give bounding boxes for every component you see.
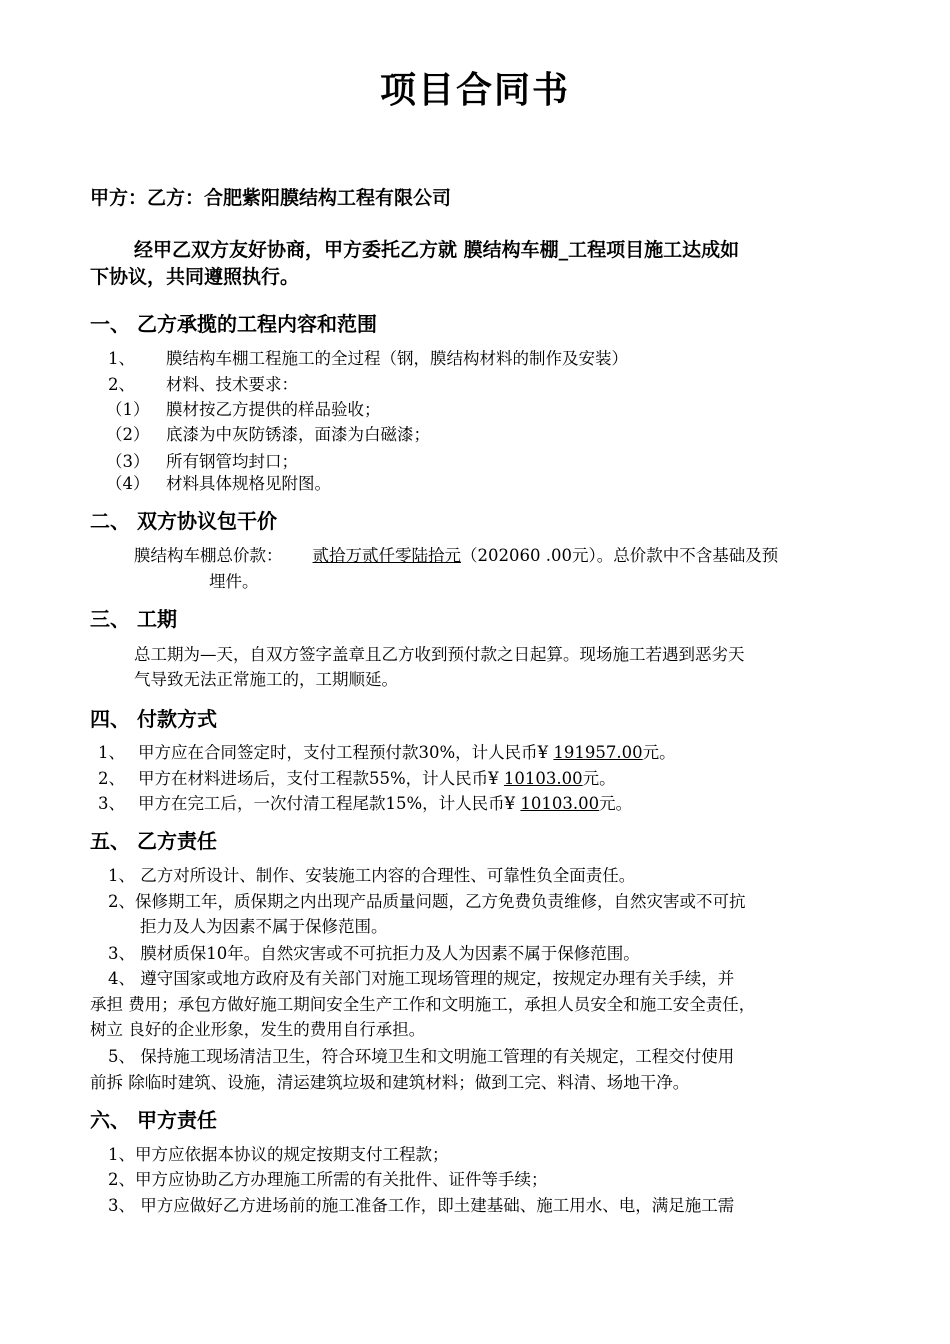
intro-line-2: 下协议，共同遵照执行。 — [90, 266, 300, 288]
intro-line-1: 经甲乙双方友好协商，甲方委托乙方就 膜结构车棚_工程项目施工达成如 — [134, 239, 740, 261]
s5-line-9: 前拆 除临时建筑、设施，清运建筑垃圾和建筑材料；做到工完、料清、场地干净。 — [90, 1073, 690, 1092]
s2-price-line — [134, 542, 778, 566]
s6-line-3: 3、 甲方应做好乙方进场前的施工准备工作，即土建基础、施工用水、电，满足施工需 — [108, 1196, 735, 1215]
s2-amount-words: 贰拾万贰仟零陆拾元 — [312, 546, 461, 565]
section-1-heading: 一、 乙方承揽的工程内容和范围 — [90, 312, 377, 336]
s3-line-2: 气导致无法正常施工的，工期顺延。 — [134, 670, 398, 689]
s4-item-3 — [138, 790, 632, 814]
s5-line-6: 承担 费用；承包方做好施工期间安全生产工作和文明施工，承担人员安全和施工安全责任， — [90, 995, 756, 1014]
s4-item-1-pre: 甲方应在合同签定时，支付工程预付款30%，计人民币¥ — [138, 743, 554, 762]
s4-item-1-amount: 191957.00 — [553, 743, 643, 762]
s1-item-1-num: 1、 — [108, 349, 135, 368]
s5-line-7: 树立 良好的企业形象，发生的费用自行承担。 — [90, 1020, 426, 1039]
s1-sub-4-num: （4） — [106, 474, 150, 493]
s4-item-1-post: 元。 — [642, 743, 676, 762]
s4-item-3-pre: 甲方在完工后，一次付清工程尾款15%，计人民币¥ — [138, 794, 521, 813]
parties-line: 甲方：乙方：合肥紫阳膜结构工程有限公司 — [90, 187, 452, 209]
s3-line-1: 总工期为—天，自双方签字盖章且乙方收到预付款之日起算。现场施工若遇到恶劣天 — [134, 645, 745, 664]
s5-line-1: 1、 乙方对所设计、制作、安装施工内容的合理性、可靠性负全面责任。 — [108, 866, 636, 885]
section-2-heading: 二、 双方协议包干价 — [90, 509, 277, 533]
s4-item-3-post: 元。 — [599, 794, 633, 813]
document-title: 项目合同书 — [379, 70, 570, 111]
s1-sub-2-text: 底漆为中灰防锈漆，面漆为白磁漆； — [166, 425, 430, 444]
s5-line-8: 5、 保持施工现场清洁卫生，符合环境卫生和文明施工管理的有关规定，工程交付使用 — [108, 1047, 735, 1066]
s2-amount-rest: （202060 .00元）。总价款中不含基础及预 — [461, 546, 779, 565]
s4-item-2-amount: 10103.00 — [503, 769, 583, 788]
s6-line-1: 1、甲方应依据本协议的规定按期支付工程款； — [108, 1145, 449, 1164]
s1-sub-1-text: 膜材按乙方提供的样品验收； — [166, 400, 381, 419]
s4-item-2 — [138, 765, 616, 789]
section-4-heading: 四、 付款方式 — [90, 707, 217, 731]
s4-item-2-post: 元。 — [582, 769, 616, 788]
s1-sub-4-text: 材料具体规格见附图。 — [166, 474, 331, 493]
s1-item-2-num: 2、 — [108, 375, 135, 394]
section-3-heading: 三、 工期 — [90, 607, 177, 631]
s2-line-2: 埋件。 — [209, 572, 259, 591]
s5-line-2: 2、保修期工年，质保期之内出现产品质量问题，乙方免费负责维修，自然灾害或不可抗 — [108, 892, 746, 911]
s4-item-2-pre: 甲方在材料进场后，支付工程款55%，计人民币¥ — [138, 769, 504, 788]
s5-line-3: 拒力及人为因素不属于保修范围。 — [140, 917, 388, 936]
section-6-heading: 六、 甲方责任 — [90, 1108, 217, 1132]
s4-item-1 — [138, 739, 676, 763]
s1-sub-1-num: （1） — [106, 400, 150, 419]
s6-line-2: 2、甲方应协助乙方办理施工所需的有关批件、证件等手续； — [108, 1170, 548, 1189]
s5-line-4: 3、 膜材质保10年。自然灾害或不可抗拒力及人为因素不属于保修范围。 — [108, 944, 640, 963]
s4-item-1-num: 1、 — [98, 743, 125, 762]
s1-sub-3-text: 所有钢管均封口； — [166, 452, 298, 471]
s5-line-5: 4、 遵守国家或地方政府及有关部门对施工现场管理的规定，按规定办理有关手续，并 — [108, 969, 735, 988]
s2-price-label: 膜结构车棚总价款： — [134, 546, 283, 565]
s4-item-2-num: 2、 — [98, 769, 125, 788]
s1-item-1-text: 膜结构车棚工程施工的全过程（钢，膜结构材料的制作及安装） — [166, 349, 628, 368]
s4-item-3-amount: 10103.00 — [520, 794, 600, 813]
section-5-heading: 五、 乙方责任 — [90, 829, 217, 853]
s1-sub-3-num: （3） — [106, 452, 150, 471]
s1-sub-2-num: （2） — [106, 425, 150, 444]
s1-item-2-text: 材料、技术要求： — [166, 375, 298, 394]
s4-item-3-num: 3、 — [98, 794, 125, 813]
